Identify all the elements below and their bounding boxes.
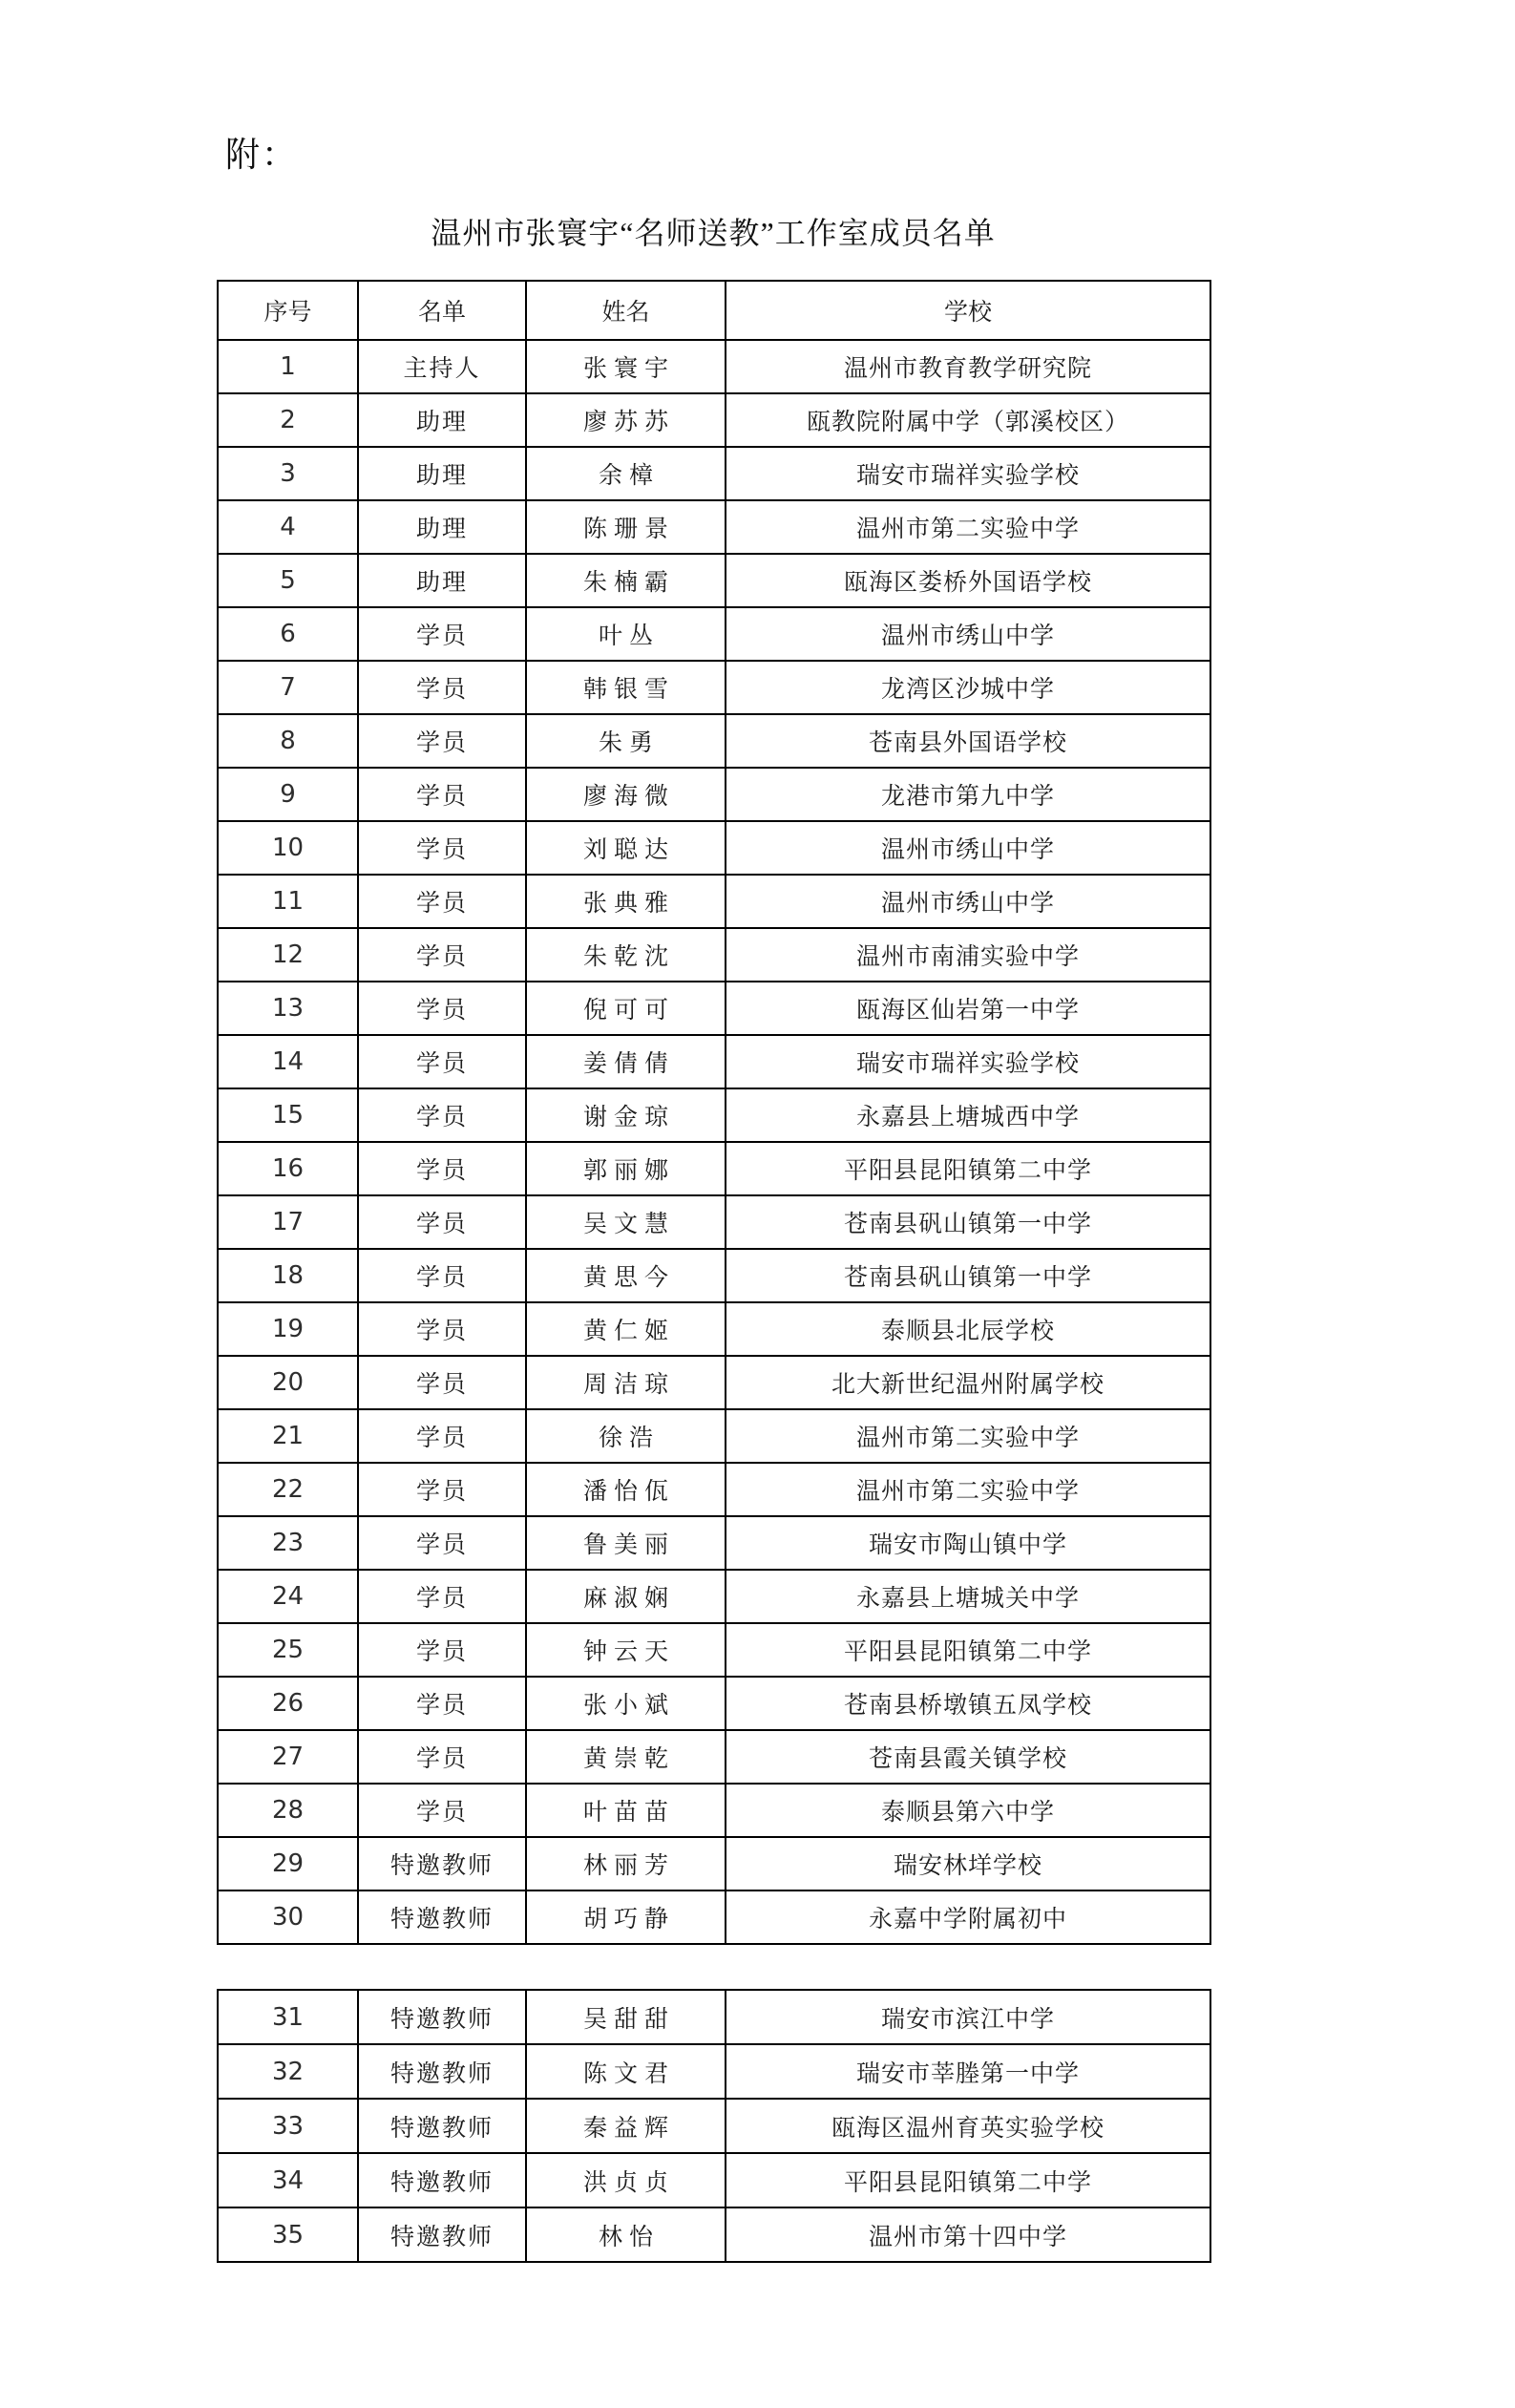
table-row (218, 447, 1210, 500)
name-cell: 钟云天 (526, 1623, 726, 1677)
table-body-part-2 (218, 1990, 1210, 2262)
row-number-cell: 35 (218, 2207, 358, 2262)
table-row (218, 2153, 1210, 2207)
table-row (218, 875, 1210, 928)
table-row (218, 1249, 1210, 1302)
role-cell: 学员 (358, 1730, 526, 1784)
table-row (218, 2044, 1210, 2099)
row-number-cell: 1 (218, 340, 358, 393)
role-cell: 特邀教师 (358, 2207, 526, 2262)
name-cell: 韩银雪 (526, 661, 726, 714)
row-number-cell: 28 (218, 1784, 358, 1837)
name-cell: 麻淑娴 (526, 1570, 726, 1623)
school-cell: 瑞安市莘塍第一中学 (726, 2044, 1210, 2099)
row-number-cell: 6 (218, 607, 358, 661)
name-cell: 张寰宇 (526, 340, 726, 393)
row-number-cell: 19 (218, 1302, 358, 1356)
table-row (218, 1837, 1210, 1890)
school-cell: 平阳县昆阳镇第二中学 (726, 1623, 1210, 1677)
name-cell: 谢金琼 (526, 1088, 726, 1142)
name-cell: 秦益辉 (526, 2099, 726, 2153)
column-header-name: 姓名 (526, 281, 726, 340)
school-cell: 瓯海区娄桥外国语学校 (726, 554, 1210, 607)
name-cell: 林丽芳 (526, 1837, 726, 1890)
name-cell: 周洁琼 (526, 1356, 726, 1409)
row-number-cell: 9 (218, 768, 358, 821)
school-cell: 永嘉县上塘城关中学 (726, 1570, 1210, 1623)
table-row (218, 1516, 1210, 1570)
role-cell: 特邀教师 (358, 1990, 526, 2044)
row-number-cell: 22 (218, 1463, 358, 1516)
table-header (218, 281, 1210, 340)
role-cell: 学员 (358, 821, 526, 875)
role-cell: 特邀教师 (358, 2153, 526, 2207)
name-cell: 吴文慧 (526, 1195, 726, 1249)
table-row (218, 1463, 1210, 1516)
row-number-cell: 10 (218, 821, 358, 875)
table-row (218, 500, 1210, 554)
table-row (218, 1784, 1210, 1837)
name-cell: 叶丛 (526, 607, 726, 661)
name-cell: 黄仁姬 (526, 1302, 726, 1356)
column-header-no: 序号 (218, 281, 358, 340)
row-number-cell: 27 (218, 1730, 358, 1784)
table-row (218, 661, 1210, 714)
school-cell: 苍南县矾山镇第一中学 (726, 1249, 1210, 1302)
row-number-cell: 31 (218, 1990, 358, 2044)
school-cell: 苍南县霞关镇学校 (726, 1730, 1210, 1784)
name-cell: 鲁美丽 (526, 1516, 726, 1570)
row-number-cell: 33 (218, 2099, 358, 2153)
role-cell: 助理 (358, 447, 526, 500)
school-cell: 温州市绣山中学 (726, 821, 1210, 875)
school-cell: 温州市第二实验中学 (726, 1463, 1210, 1516)
name-cell: 叶苗苗 (526, 1784, 726, 1837)
name-cell: 倪可可 (526, 982, 726, 1035)
role-cell: 特邀教师 (358, 1890, 526, 1944)
role-cell: 学员 (358, 982, 526, 1035)
role-cell: 学员 (358, 1356, 526, 1409)
role-cell: 助理 (358, 554, 526, 607)
role-cell: 特邀教师 (358, 2099, 526, 2153)
table-row (218, 1088, 1210, 1142)
table-row (218, 393, 1210, 447)
name-cell: 张小斌 (526, 1677, 726, 1730)
name-cell: 张典雅 (526, 875, 726, 928)
row-number-cell: 20 (218, 1356, 358, 1409)
role-cell: 学员 (358, 661, 526, 714)
row-number-cell: 17 (218, 1195, 358, 1249)
page-title: 温州市张寰宇“名师送教”工作室成员名单 (431, 216, 996, 250)
school-cell: 瓯教院附属中学（郭溪校区） (726, 393, 1210, 447)
row-number-cell: 30 (218, 1890, 358, 1944)
role-cell: 学员 (358, 875, 526, 928)
table-row (218, 821, 1210, 875)
name-cell: 刘聪达 (526, 821, 726, 875)
name-cell: 廖海微 (526, 768, 726, 821)
row-number-cell: 25 (218, 1623, 358, 1677)
table-row (218, 1730, 1210, 1784)
school-cell: 平阳县昆阳镇第二中学 (726, 1142, 1210, 1195)
row-number-cell: 21 (218, 1409, 358, 1463)
school-cell: 温州市教育教学研究院 (726, 340, 1210, 393)
row-number-cell: 18 (218, 1249, 358, 1302)
role-cell: 学员 (358, 1784, 526, 1837)
table-row (218, 714, 1210, 768)
role-cell: 助理 (358, 500, 526, 554)
school-cell: 温州市第二实验中学 (726, 500, 1210, 554)
name-cell: 徐浩 (526, 1409, 726, 1463)
row-number-cell: 14 (218, 1035, 358, 1088)
row-number-cell: 13 (218, 982, 358, 1035)
role-cell: 特邀教师 (358, 1837, 526, 1890)
table-row (218, 2099, 1210, 2153)
table-row (218, 554, 1210, 607)
attachment-label: 附： (225, 136, 299, 174)
table-row (218, 1409, 1210, 1463)
role-cell: 学员 (358, 1088, 526, 1142)
role-cell: 助理 (358, 393, 526, 447)
row-number-cell: 5 (218, 554, 358, 607)
row-number-cell: 2 (218, 393, 358, 447)
role-cell: 学员 (358, 1035, 526, 1088)
school-cell: 温州市南浦实验中学 (726, 928, 1210, 982)
table-row (218, 1356, 1210, 1409)
table-row (218, 1302, 1210, 1356)
name-cell: 林怡 (526, 2207, 726, 2262)
name-cell: 陈珊景 (526, 500, 726, 554)
row-number-cell: 34 (218, 2153, 358, 2207)
table-row (218, 1195, 1210, 1249)
column-header-role: 名单 (358, 281, 526, 340)
role-cell: 学员 (358, 1142, 526, 1195)
school-cell: 温州市第十四中学 (726, 2207, 1210, 2262)
school-cell: 苍南县桥墩镇五凤学校 (726, 1677, 1210, 1730)
table-row (218, 2207, 1210, 2262)
school-cell: 龙港市第九中学 (726, 768, 1210, 821)
role-cell: 学员 (358, 1249, 526, 1302)
table-body-part-1 (218, 340, 1210, 1944)
name-cell: 黄崇乾 (526, 1730, 726, 1784)
row-number-cell: 4 (218, 500, 358, 554)
school-cell: 泰顺县北辰学校 (726, 1302, 1210, 1356)
role-cell: 学员 (358, 1463, 526, 1516)
column-header-school: 学校 (726, 281, 1210, 340)
role-cell: 学员 (358, 607, 526, 661)
members-table-part-2 (217, 1989, 1211, 2263)
row-number-cell: 16 (218, 1142, 358, 1195)
row-number-cell: 32 (218, 2044, 358, 2099)
school-cell: 北大新世纪温州附属学校 (726, 1356, 1210, 1409)
role-cell: 学员 (358, 1677, 526, 1730)
school-cell: 平阳县昆阳镇第二中学 (726, 2153, 1210, 2207)
school-cell: 瓯海区仙岩第一中学 (726, 982, 1210, 1035)
school-cell: 苍南县矾山镇第一中学 (726, 1195, 1210, 1249)
name-cell: 黄思今 (526, 1249, 726, 1302)
table-row (218, 1035, 1210, 1088)
school-cell: 瑞安市瑞祥实验学校 (726, 1035, 1210, 1088)
row-number-cell: 26 (218, 1677, 358, 1730)
school-cell: 瑞安市瑞祥实验学校 (726, 447, 1210, 500)
role-cell: 学员 (358, 768, 526, 821)
name-cell: 朱乾沈 (526, 928, 726, 982)
table-row (218, 1890, 1210, 1944)
table-row (218, 340, 1210, 393)
members-table-part-1 (217, 280, 1211, 1945)
school-cell: 瑞安市陶山镇中学 (726, 1516, 1210, 1570)
name-cell: 郭丽娜 (526, 1142, 726, 1195)
school-cell: 瑞安林垟学校 (726, 1837, 1210, 1890)
row-number-cell: 29 (218, 1837, 358, 1890)
name-cell: 吴甜甜 (526, 1990, 726, 2044)
table-row (218, 1570, 1210, 1623)
school-cell: 温州市绣山中学 (726, 607, 1210, 661)
name-cell: 姜倩倩 (526, 1035, 726, 1088)
school-cell: 永嘉县上塘城西中学 (726, 1088, 1210, 1142)
header-row (218, 281, 1210, 340)
row-number-cell: 23 (218, 1516, 358, 1570)
name-cell: 朱楠霸 (526, 554, 726, 607)
row-number-cell: 12 (218, 928, 358, 982)
school-cell: 温州市第二实验中学 (726, 1409, 1210, 1463)
role-cell: 主持人 (358, 340, 526, 393)
name-cell: 潘怡佤 (526, 1463, 726, 1516)
table-row (218, 607, 1210, 661)
name-cell: 洪贞贞 (526, 2153, 726, 2207)
school-cell: 瑞安市滨江中学 (726, 1990, 1210, 2044)
school-cell: 温州市绣山中学 (726, 875, 1210, 928)
row-number-cell: 24 (218, 1570, 358, 1623)
role-cell: 学员 (358, 1516, 526, 1570)
table-row (218, 1623, 1210, 1677)
school-cell: 永嘉中学附属初中 (726, 1890, 1210, 1944)
role-cell: 学员 (358, 1570, 526, 1623)
role-cell: 学员 (358, 1302, 526, 1356)
table-row (218, 768, 1210, 821)
table-row (218, 1677, 1210, 1730)
table-row (218, 1990, 1210, 2044)
name-cell: 胡巧静 (526, 1890, 726, 1944)
row-number-cell: 11 (218, 875, 358, 928)
role-cell: 特邀教师 (358, 2044, 526, 2099)
name-cell: 廖苏苏 (526, 393, 726, 447)
role-cell: 学员 (358, 714, 526, 768)
school-cell: 苍南县外国语学校 (726, 714, 1210, 768)
name-cell: 朱勇 (526, 714, 726, 768)
school-cell: 瓯海区温州育英实验学校 (726, 2099, 1210, 2153)
role-cell: 学员 (358, 928, 526, 982)
table-row (218, 1142, 1210, 1195)
row-number-cell: 3 (218, 447, 358, 500)
row-number-cell: 8 (218, 714, 358, 768)
school-cell: 龙湾区沙城中学 (726, 661, 1210, 714)
name-cell: 余樟 (526, 447, 726, 500)
row-number-cell: 7 (218, 661, 358, 714)
role-cell: 学员 (358, 1409, 526, 1463)
name-cell: 陈文君 (526, 2044, 726, 2099)
role-cell: 学员 (358, 1195, 526, 1249)
school-cell: 泰顺县第六中学 (726, 1784, 1210, 1837)
table-row (218, 982, 1210, 1035)
role-cell: 学员 (358, 1623, 526, 1677)
table-row (218, 928, 1210, 982)
row-number-cell: 15 (218, 1088, 358, 1142)
